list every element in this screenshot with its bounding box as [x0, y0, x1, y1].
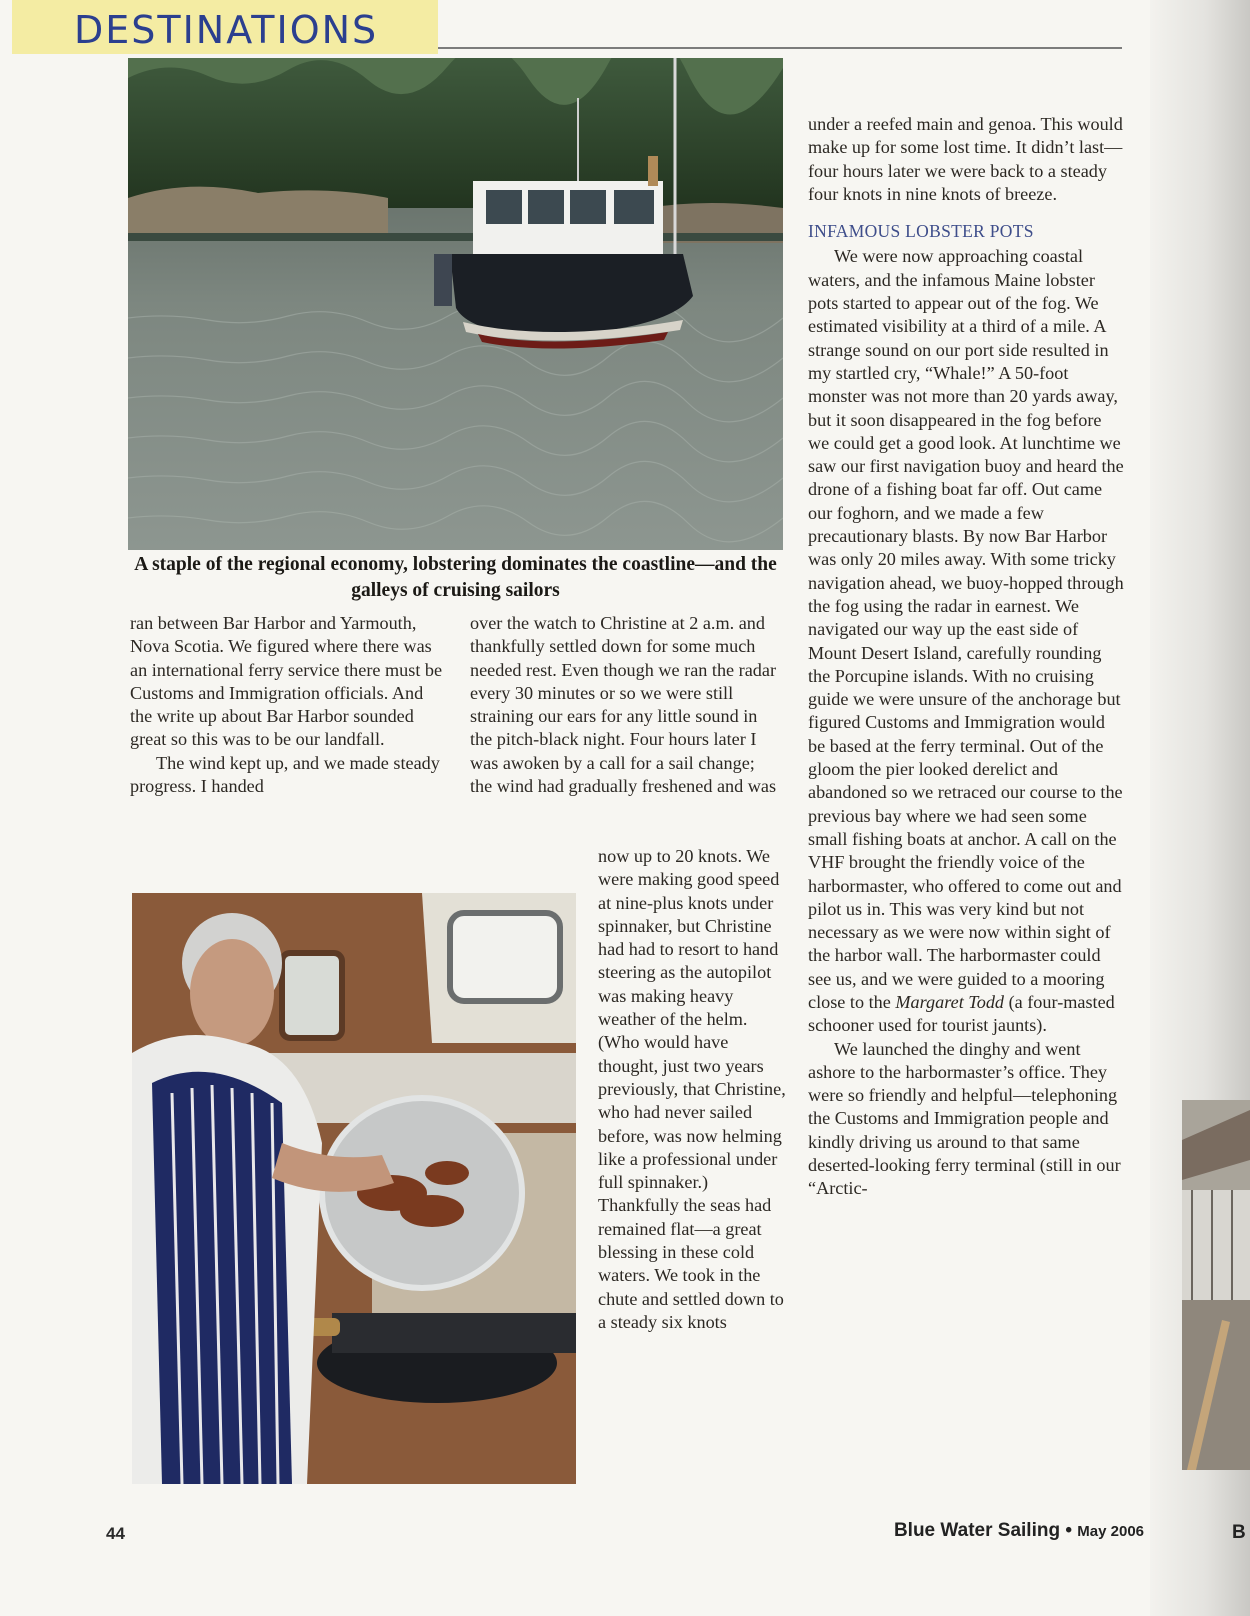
vessel-name: Margaret Todd [895, 991, 1005, 1012]
facing-page-photo [1182, 1100, 1250, 1470]
paragraph [808, 245, 1126, 1037]
body-column-2-continued [598, 845, 788, 1334]
page-number: 44 [106, 1524, 125, 1543]
separator: • [1060, 1520, 1078, 1541]
facing-page-footer-letter: B [1232, 1522, 1246, 1543]
subheading: INFAMOUS LOBSTER POTS [808, 221, 1034, 242]
photo-caption: A staple of the regional economy, lobstering dominates the coastline—and the galleys of cruising sailors [134, 554, 777, 601]
chef-with-lobsters-photo [132, 893, 576, 1484]
paragraph: now up to 20 knots. We were making good speed at nine-plus knots under spinnaker, but Christine had had to resort to hand steering as the autopilot was making heavy weather of the helm. (Who would have thought, just two years previously, that Christine, who had never sailed before, was now helming like a professional under full spinnaker.) Thankfully the seas had remained flat—a great blessing in these cold waters. We took in the chute and settled down to a steady six knots [598, 846, 786, 1332]
body-column-3 [808, 113, 1126, 1201]
magazine-footer [880, 1520, 1144, 1542]
section-title: DESTINATIONS [74, 8, 379, 52]
magazine-name: Blue Water Sailing [893, 1520, 1061, 1541]
issue-date: May 2006 [1077, 1523, 1144, 1540]
body-column-1 [130, 612, 448, 798]
section-header [12, 0, 438, 54]
paragraph-text: We were now approaching coastal waters, and the infamous Maine lobster pots started to appear out of the fog. We estimated visibility at a third of a mile. A strange sound on our port side resulted in my startled cry, “Whale!” A 50-foot monster was not more than 20 yards away, but it soon disappeared in the fog before we could get a good look. At lunchtime we saw our first navigation buoy and heard the drone of a fishing boat far off. Out came our foghorn, and we made a few precautionary blasts. By now Bar Harbor was only 20 miles away. With some tricky navigation ahead, we buoy-hopped through the fog using the radar in earnest. We navigated our way up the east side of Mount Desert Island, carefully rounding the Porcupine islands. With no cruising guide we were unsure of the anchorage but figured Customs and Immigration would be based at the ferry terminal. Out of the gloom the pier looked derelict and abandoned so we retraced our course to the previous bay where we had seen some small fishing boats at anchor. A call on the VHF brought the friendly voice of the harbormaster, who offered to come out and pilot us in. This was very kind but not necessary as we were now within sight of the harbor wall. The harbormaster could see us, and we were guided to a mooring close to the [808, 246, 1124, 1012]
paragraph: The wind kept up, and we made steady progress. I handed [130, 752, 440, 797]
lobster-boat-photo [128, 58, 783, 550]
paragraph: over the watch to Christine at 2 a.m. and thankfully settled down for some much needed rest. Even though we ran the radar every 30 minutes or so we were still straining our ears for any little sound in the pitch-black night. Four hours later I was awoken by a call for a sail change; the wind had gradually freshened and was [470, 613, 777, 797]
body-column-2 [470, 612, 780, 798]
paragraph: under a reefed main and genoa. This would make up for some lost time. It didn’t last—four hours later we were back to a steady four knots in nine knots of breeze. [808, 114, 1123, 204]
paragraph-text: (a four-masted schooner used for tourist jaunts). [808, 991, 1115, 1036]
header-rule [438, 47, 1122, 49]
paragraph: ran between Bar Harbor and Yarmouth, Nova Scotia. We figured where there was an international ferry service there must be Customs and Immigration officials. And the write up about Bar Harbor sounded great so this was to be our landfall. [130, 613, 443, 750]
paragraph: We launched the dinghy and went ashore to the harbormaster’s office. They were so friendly and helpful—telephoning the Customs and Immigration people and kindly driving us around to that same deserted-looking ferry terminal (still in our “Arctic- [808, 1038, 1121, 1199]
